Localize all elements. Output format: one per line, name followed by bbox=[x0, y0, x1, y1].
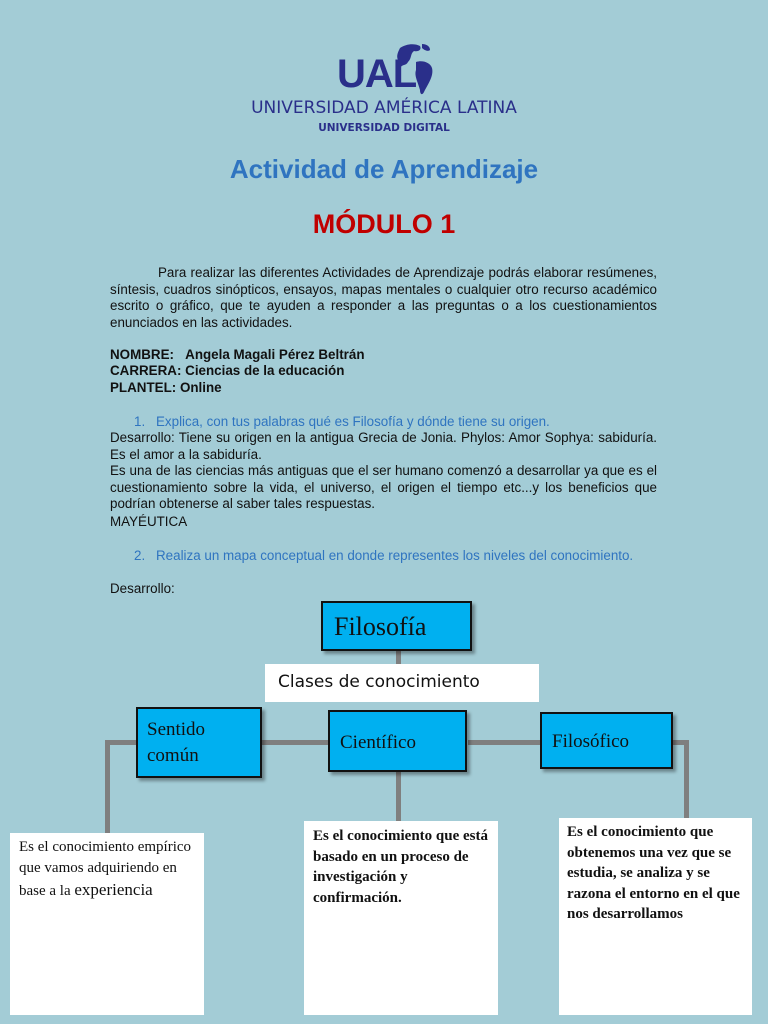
description-cientifico bbox=[304, 821, 498, 1015]
description-text: Es el conocimiento empírico que vamos adquiriendo en base a la bbox=[19, 839, 192, 899]
description-text-end: experiencia bbox=[74, 880, 153, 899]
question-number: 2. bbox=[134, 548, 146, 563]
node-label: Filosófico bbox=[552, 731, 630, 752]
node-sentido-comun bbox=[136, 707, 262, 778]
connector-right-vertical bbox=[684, 740, 689, 820]
connector-left-vertical bbox=[105, 740, 110, 834]
question-2 bbox=[134, 548, 657, 565]
name-value: Angela Magali Pérez Beltrán bbox=[185, 347, 365, 362]
question-number: 1. bbox=[134, 414, 146, 429]
name-label: NOMBRE: bbox=[110, 347, 174, 362]
question-text: Explica, con tus palabras qué es Filosofía y dónde tiene su origen. bbox=[156, 414, 550, 429]
node-label-line-1: Sentido bbox=[147, 719, 206, 740]
subtitle-box bbox=[265, 664, 539, 702]
page-title: Actividad de Aprendizaje bbox=[229, 154, 539, 184]
description-text: Es el conocimiento que está basado en un proceso de investigación y confirmación. bbox=[313, 828, 488, 906]
campus-label: PLANTEL: bbox=[110, 380, 177, 395]
answer-2: Desarrollo: bbox=[110, 581, 175, 596]
root-node-filosofia bbox=[321, 601, 472, 651]
subtitle-label: Clases de conocimiento bbox=[278, 672, 480, 692]
node-label-line-2: común bbox=[147, 745, 199, 766]
node-cientifico bbox=[328, 710, 467, 772]
node-label: Científico bbox=[340, 732, 416, 753]
module-title: MÓDULO 1 bbox=[312, 209, 456, 239]
intro-paragraph: Para realizar las diferentes Actividades de Aprendizaje podrás elaborar resúmenes, síntesis, cuadros sinópticos, ensayos, mapas mentales o cualquier otro recurso académico escrito o gráfico, que te ayuden a responder a las preguntas o a los cuestionamientos enunciados en las actividades. bbox=[110, 265, 657, 330]
description-text: Es el conocimiento que obtenemos una vez que se estudia, se analiza y se razona el entorno en el que nos desarrollamos bbox=[567, 824, 740, 922]
student-name bbox=[110, 347, 657, 364]
question-text: Realiza un mapa conceptual en donde representes los niveles del conocimiento. bbox=[156, 548, 634, 563]
answer-1-part-1: Desarrollo: Tiene su origen en la antigua Grecia de Jonia. Phylos: Amor Sophya: sabiduría. Es el amor a la sabiduría. bbox=[110, 430, 657, 462]
career-value: Ciencias de la educación bbox=[185, 363, 345, 378]
connector-root bbox=[396, 650, 401, 664]
campus-value: Online bbox=[179, 380, 222, 395]
description-sentido-comun bbox=[10, 833, 204, 1015]
description-filosofico bbox=[559, 818, 752, 1015]
university-name: UNIVERSIDAD AMÉRICA LATINA bbox=[251, 98, 517, 118]
root-node-label: Filosofía bbox=[334, 612, 427, 641]
answer-1-part-2: Es una de las ciencias más antiguas que el ser humano comenzó a desarrollar ya que es el cuestionamiento sobre la vida, el universo, el origen el tiempo etc...y los beneficios que podrían obtenerse al saber tales respuestas. bbox=[110, 463, 657, 511]
question-1 bbox=[134, 414, 657, 431]
student-career bbox=[110, 363, 657, 380]
university-subtitle: UNIVERSIDAD DIGITAL bbox=[318, 122, 450, 134]
student-campus bbox=[110, 380, 657, 397]
answer-1-part-3: MAYÉUTICA bbox=[110, 514, 188, 529]
connector-center-to-right bbox=[468, 740, 542, 745]
node-filosofico bbox=[540, 712, 673, 769]
connector-center-vertical bbox=[396, 772, 401, 822]
university-logo: UAL bbox=[337, 52, 417, 96]
connector-left-to-center bbox=[262, 740, 330, 745]
career-label: CARRERA: bbox=[110, 363, 182, 378]
